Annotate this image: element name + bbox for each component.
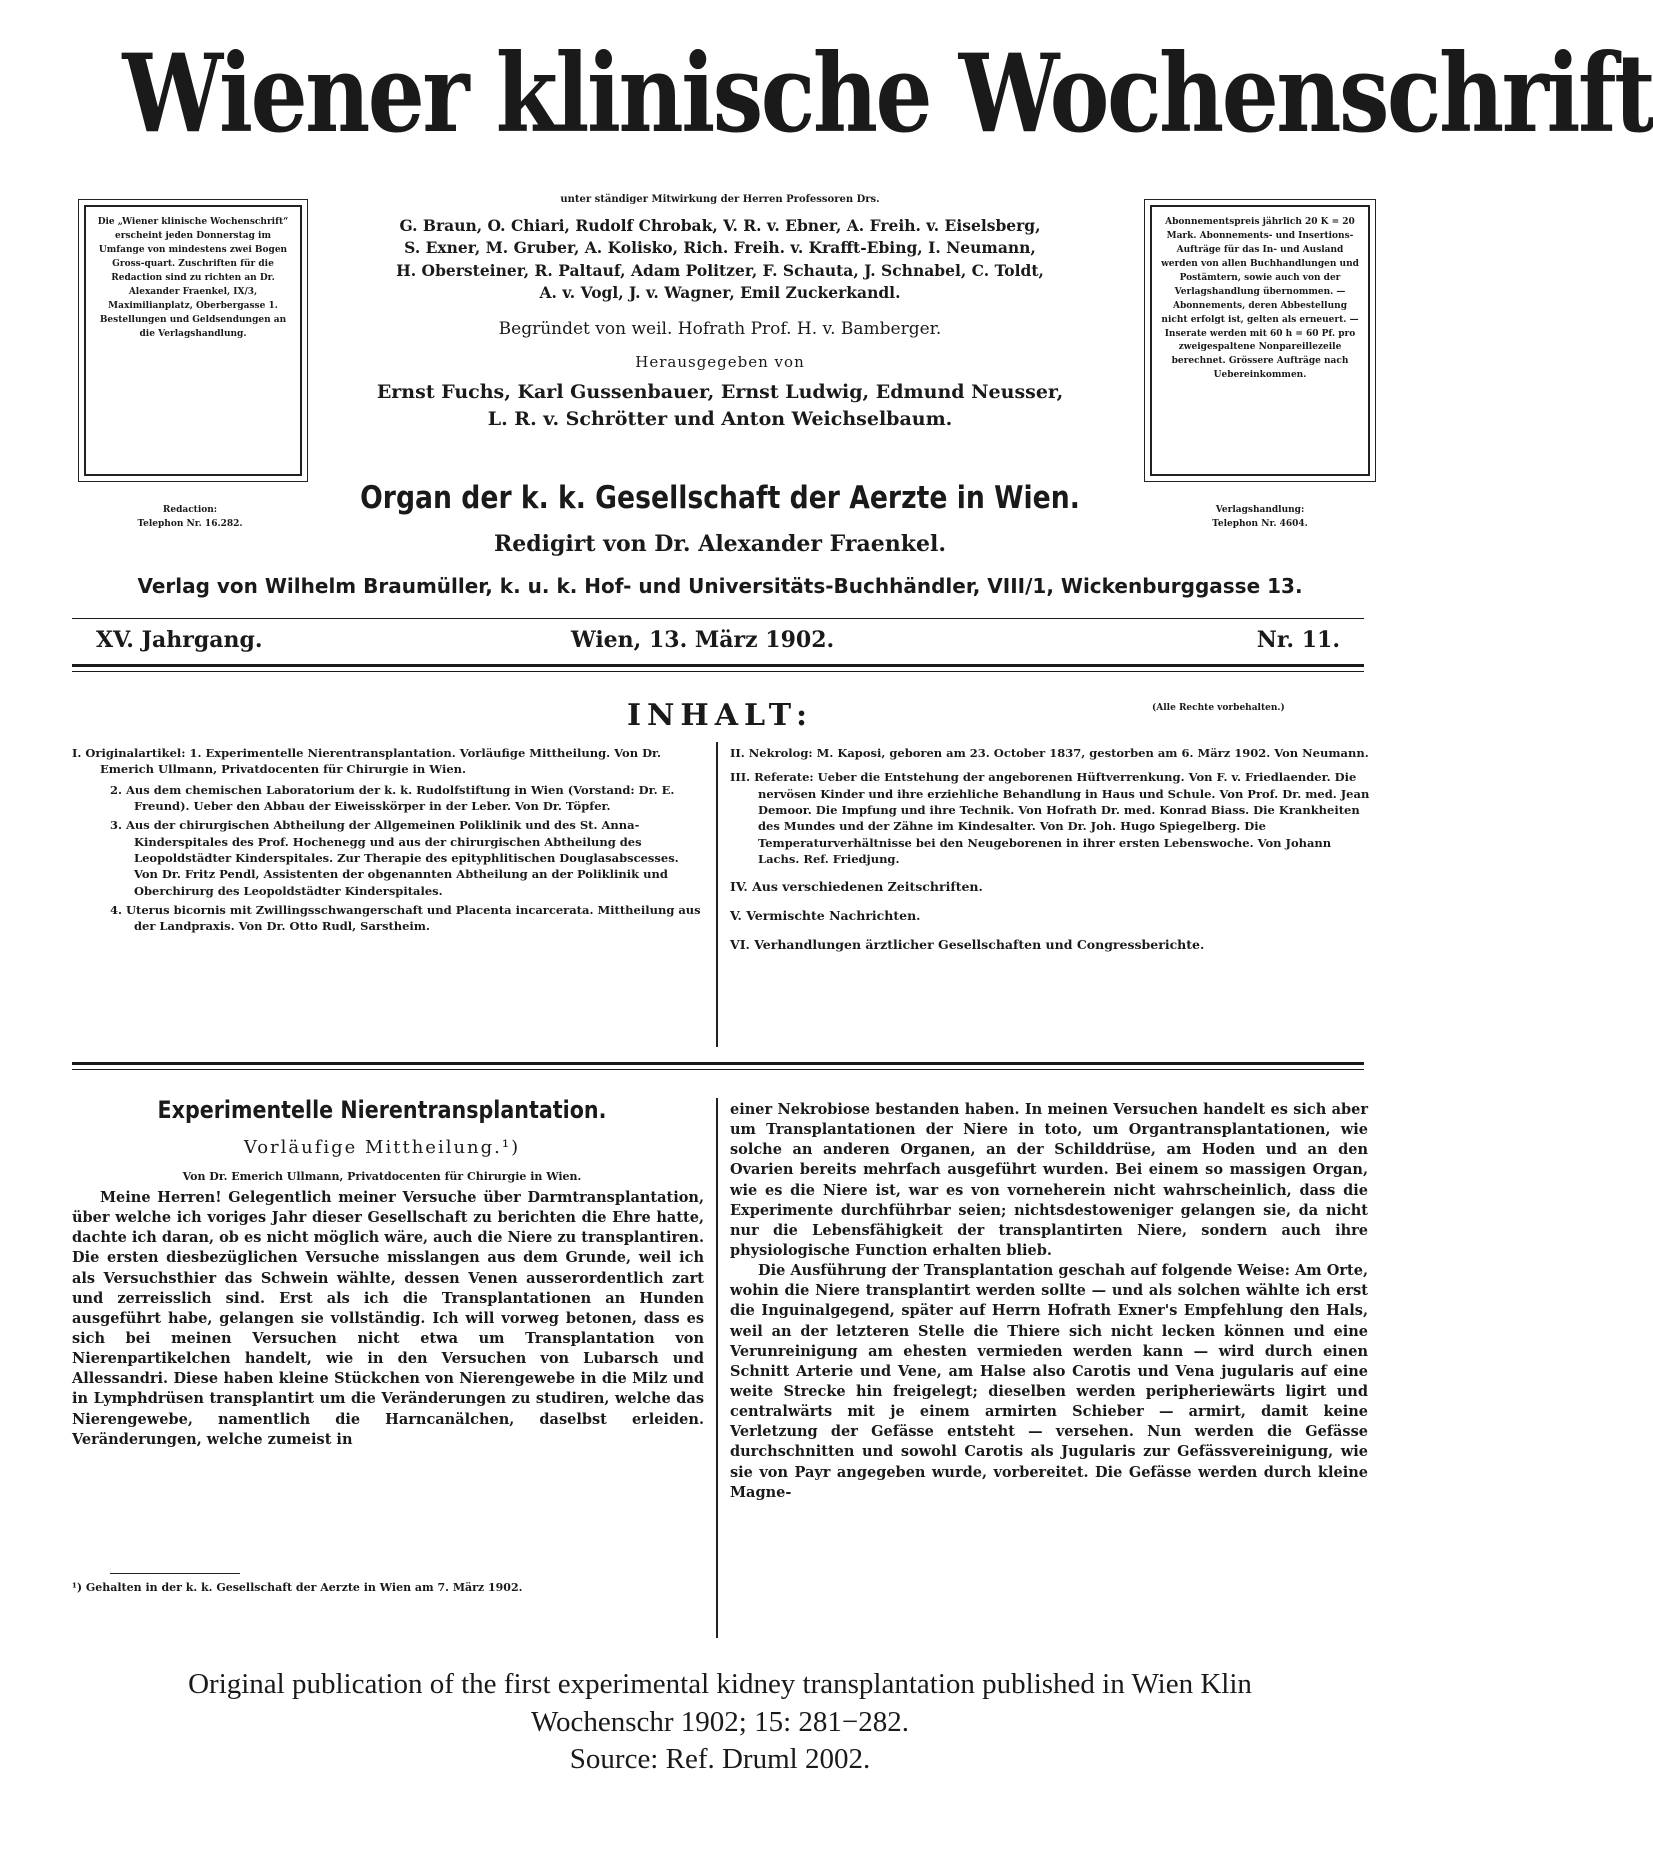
contents-item-reviews: III. Referate: Ueber die Entstehung der angeborenen Hüftverrenkung. Von F. v. Friedlaender. Die nervösen Kinder und ihre erziehliche Behandlung in Haus und Schule. Von Prof. Dr. med. Jean Demoor. Die Impfung und ihre Technik. Von Hofrath Dr. med. Konrad Biass. Die Krankheiten des Mundes und der Zähne im Kindesalter. Von Dr. Joh. Hugo Spiegelberg. Die Temperaturverhältnisse bei den Neugeborenen in ihrer ersten Lebenswoche. Von Johann Lachs. Ref. Friedjung. <box>730 770 1370 866</box>
issue-date: Wien, 13. März 1902. <box>571 627 835 653</box>
caption-line-1: Original publication of the first experimental kidney transplantation published in Wien Klin <box>188 1668 1252 1700</box>
article-byline: Von Dr. Emerich Ullmann, Privatdocenten für Chirurgie in Wien. <box>182 1170 582 1183</box>
collaborators-line-3: H. Obersteiner, R. Paltauf, Adam Politzer, F. Schauta, J. Schnabel, C. Toldt, <box>396 260 1044 280</box>
subscription-info-box-right: Abonnementspreis jährlich 20 K = 20 Mark. Abonnements- und Insertions-Aufträge für das In- und Ausland werden von allen Buchhandlungen und Postämtern, sowie auch von der Verlagshandlung übernommen. — Abonnements, deren Abbestellung nicht erfolgt ist, gelten als erneuert. — Inserate werden mit 60 h = 60 Pf. pro zweigespaltene Nonpareillezeile berechnet. Grössere Aufträge nach Uebereinkommen. <box>1150 205 1370 476</box>
publisher-telephone: Telephon Nr. 4604. <box>1212 518 1308 529</box>
footnote-rule <box>110 1573 240 1574</box>
contents-item-obituary: II. Nekrolog: M. Kaposi, geboren am 23. October 1837, gestorben am 6. März 1902. Von Neumann. <box>730 746 1369 760</box>
divider-rule <box>72 671 1364 672</box>
editors-line-2: L. R. v. Schrötter und Anton Weichselbaum. <box>487 408 953 431</box>
contents-right-column <box>730 745 1372 954</box>
redaction-telephone: Telephon Nr. 16.282. <box>137 518 243 529</box>
divider-rule <box>72 664 1364 667</box>
contents-title: INHALT: <box>626 698 814 733</box>
collaborators-line-4: A. v. Vogl, J. v. Wagner, Emil Zuckerkandl. <box>539 283 901 303</box>
divider-rule <box>72 1069 1364 1070</box>
article-paragraph: Die Ausführung der Transplantation geschah auf folgende Weise: Am Orte, wohin die Niere transplantirt werden sollte — und als solchen wählte ich erst die Inguinalgegend, später auf Herrn Hofrath Exner's Empfehlung den Hals, weil an der letzteren Stelle die Thiere sich nicht lecken können und eine Verunreinigung am ehesten vermieden werden kann — wird durch einen Schnitt Arterie und Vene, am Halse also Carotis und Vena jugularis auf eine weite Strecke hin freigelegt; dieselben werden peripheriewärts ligirt und centralwärts mit je einem armirten Schieber — armirt, damit keine Verletzung der Gefässe entsteht — versehen. Nun werden die Gefässe durchschnitten und sowohl Carotis als Jugularis zur Gefässvereinigung, wie sie von Payr angegeben wurde, vorbereitet. Die Gefässe werden durch kleine Magne- <box>730 1262 1368 1501</box>
contents-item-journals: IV. Aus verschiedenen Zeitschriften. <box>730 879 983 895</box>
figure-caption <box>0 1666 1440 1779</box>
publisher-label-title: Verlagshandlung: <box>1215 505 1305 515</box>
edited-by-label: Herausgegeben von <box>635 352 805 371</box>
contents-item-society-proceedings: VI. Verhandlungen ärztlicher Gesellschaften und Congressberichte. <box>730 936 1205 952</box>
editor-in-chief-line: Redigirt von Dr. Alexander Fraenkel. <box>494 531 946 557</box>
issue-year: XV. Jahrgang. <box>96 627 263 653</box>
masthead-title: Wiener klinische Wochenschrift <box>122 31 1653 157</box>
article-title: Experimentelle Nierentransplantation. <box>157 1096 607 1124</box>
collaborators-line-2: S. Exner, M. Gruber, A. Kolisko, Rich. Freih. v. Krafft-Ebing, I. Neumann, <box>404 238 1036 258</box>
subscription-info-box-left: Die „Wiener klinische Wochenschrift“ erscheint jeden Donnerstag im Umfange von mindestens zwei Bogen Gross-quart. Zuschriften für die Redaction sind zu richten an Dr. Alexander Fraenkel, IX/3, Maximilianplatz, Oberbergasse 1. Bestellungen und Geldsendungen an die Verlagshandlung. <box>84 205 302 476</box>
issue-info-row <box>96 627 1340 659</box>
issue-number: Nr. 11. <box>1256 627 1340 653</box>
collaborators-intro: unter ständiger Mitwirkung der Herren Professoren Drs. <box>560 194 880 205</box>
contents-subitem: 2. Aus dem chemischen Laboratorium der k. k. Rudolfstiftung in Wien (Vorstand: Dr. E. Freund). Ueber den Abbau der Eiweisskörper in der Leber. Von Dr. Töpfer. <box>110 782 675 813</box>
article-subtitle: Vorläufige Mittheilung.¹) <box>243 1137 521 1158</box>
contents-subitem: 3. Aus der chirurgischen Abtheilung der Allgemeinen Poliklinik und des St. Anna-Kinderspitales des Prof. Hochenegg und aus der chirurgischen Abtheilung des Leopoldstädter Kinderspitales. Zur Therapie des epityphlitischen Douglasabscesses. Von Dr. Fritz Pendl, Assistenten der obgenannten Abtheilung an der Poliklinik und Oberchirurg des Leopoldstädter Kinderspitales. <box>110 818 679 898</box>
founded-by: Begründet von weil. Hofrath Prof. H. v. Bamberger. <box>498 318 942 339</box>
caption-line-3: Source: Ref. Druml 2002. <box>569 1743 871 1776</box>
redaction-label-title: Redaction: <box>162 505 218 515</box>
collaborators-line-1: G. Braun, O. Chiari, Rudolf Chrobak, V. R. v. Ebner, A. Freih. v. Eiselsberg, <box>399 216 1041 235</box>
contents-item-news: V. Vermischte Nachrichten. <box>730 908 921 924</box>
divider-rule <box>72 1062 1364 1065</box>
column-divider <box>716 742 718 1047</box>
article-paragraph: Meine Herren! Gelegentlich meiner Versuche über Darmtransplantation, über welche ich voriges Jahr dieser Gesellschaft zu berichten die Ehre hatte, dachte ich daran, ob es nicht möglich wäre, auch die Niere zu transplantiren. Die ersten diesbezüglichen Versuche misslangen aus dem Grunde, weil ich als Versuchsthier das Schwein wählte, dessen Venen ausserordentlich zart und zerreisslich sind. Erst als ich die Transplantationen an Hunden ausgeführt habe, gelangen sie vollständig. Ich will vorweg betonen, dass es sich bei meinen Versuchen nicht etwa um Transplantation von Nierenpartikelchen handelt, wie in den Versuchen von Lubarsch und Allessandri. Diese haben kleine Stückchen von Nierengewebe in die Milz und in Lymphdrüsen transplantirt um die Veränderungen zu studiren, welche das Nierengewebe, namentlich die Harncanälchen, daselbst erleiden. Veränderungen, welche zumeist in <box>72 1189 704 1448</box>
contents-left-column <box>72 745 702 938</box>
article-paragraph: einer Nekrobiose bestanden haben. In meinen Versuchen handelt es sich aber um Transplantationen der Niere in toto, um Organtransplantationen, wie solche an anderen Organen, an der Schilddrüse, am Hoden und an den Ovarien bereits mehrfach ausgeführt wurden. Bei einem so massigen Organ, wie es die Niere ist, war es von vorneherein nicht wahrscheinlich, dass die Experimente durchführbar seien; nichtsdestoweniger gelangen sie, da nicht nur die Lebensfähigkeit der transplantirten Niere, sondern auch ihre physiologische Function erhalten blieb. <box>730 1101 1368 1259</box>
editors-line-1: Ernst Fuchs, Karl Gussenbauer, Ernst Ludwig, Edmund Neusser, <box>376 380 1064 403</box>
contents-item-original-articles: I. Originalartikel: 1. Experimentelle Nierentransplantation. Vorläufige Mittheilung. Von Dr. Emerich Ullmann, Privatdocenten für Chirurgie in Wien. <box>72 746 662 777</box>
article-footnote: ¹) Gehalten in der k. k. Gesellschaft der Aerzte in Wien am 7. März 1902. <box>72 1581 523 1594</box>
society-organ-line: Organ der k. k. Gesellschaft der Aerzte in Wien. <box>360 480 1080 516</box>
contents-subitem: 4. Uterus bicornis mit Zwillingsschwangerschaft und Placenta incarcerata. Mittheilung aus der Landpraxis. Von Dr. Otto Rudl, Sarstheim. <box>110 902 701 934</box>
caption-line-2: Wochenschr 1902; 15: 281−282. <box>530 1705 910 1738</box>
rights-reserved-note: (Alle Rechte vorbehalten.) <box>1152 703 1285 713</box>
article-left-column <box>72 1188 704 1450</box>
article-right-column <box>730 1100 1368 1503</box>
publisher-line: Verlag von Wilhelm Braumüller, k. u. k. Hof- und Universitäts-Buchhändler, VIII/1, Wickenburggasse 13. <box>137 574 1303 598</box>
header-center-block <box>310 194 1130 434</box>
column-divider <box>716 1098 718 1638</box>
divider-rule <box>72 618 1364 619</box>
